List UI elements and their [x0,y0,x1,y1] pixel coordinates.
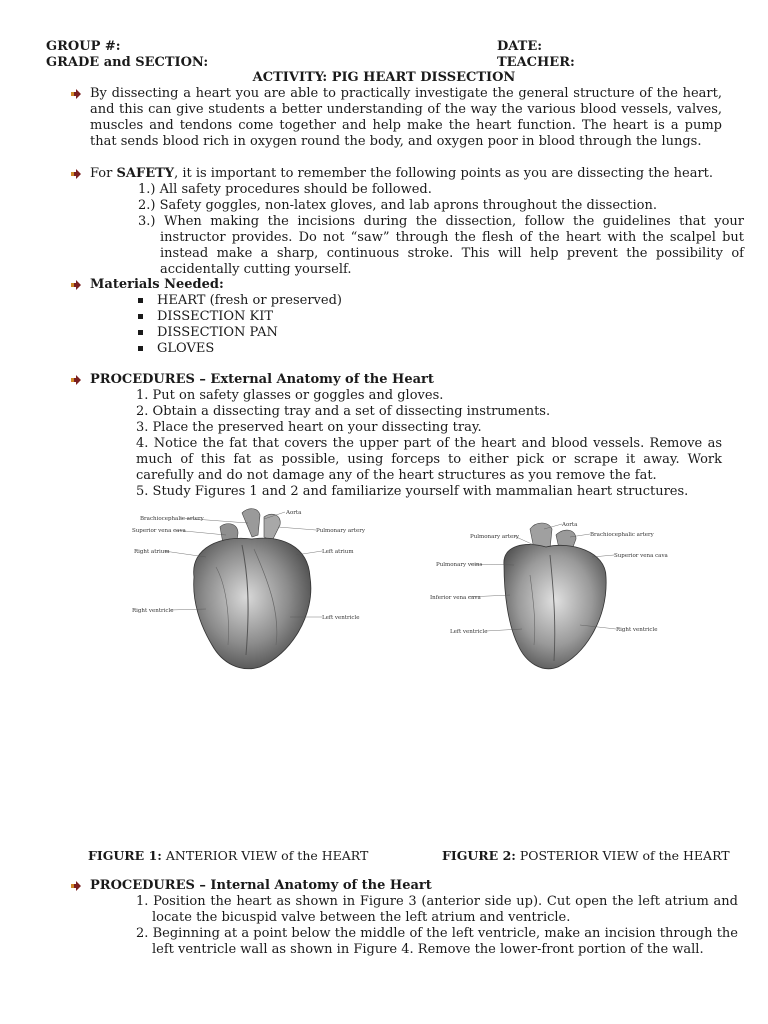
safety-intro [90,166,722,182]
fig2-label: Inferior vena cava [430,595,481,601]
fig2-label: Right ventricle [616,627,658,633]
figure1-caption [88,848,368,863]
material-item-text: GLOVES [157,341,215,356]
material-item-text: DISSECTION PAN [157,325,278,340]
safety-item-1: 1.) All safety procedures should be followed. [138,182,432,197]
fig1-label: Left atrium [322,549,354,555]
material-item [138,309,273,325]
safety-item-2: 2.) Safety goggles, non-latex gloves, and lab aprons throughout the dissection. [138,198,658,213]
fig1-label: Right atrium [134,549,170,555]
activity-title: ACTIVITY: PIG HEART DISSECTION [252,70,516,85]
external-step-4: 4. Notice the fat that covers the upper part of the heart and blood vessels. Remove as much of this fat as possible, using forceps to either pick or scrape it away. Work carefully and do not damage any of the heart structures as you remove the fat. [136,436,722,483]
intro-paragraph: By dissecting a heart you are able to practically investigate the general structure of the heart, and this can give students a better understanding of the way the various blood vessels, valves, muscles and tendons come together and help make the heart function. The heart is a pump that sends blood rich in oxygen round the body, and oxygen poor in blood through the lungs. [90,86,722,149]
external-step-5: 5. Study Figures 1 and 2 and familiarize yourself with mammalian heart structures. [136,484,689,499]
materials-heading: Materials Needed: [90,277,224,292]
fig2-label: Superior vena cava [614,553,668,559]
figure2-caption [442,848,730,863]
fig2-label: Aorta [562,522,578,528]
external-procedures-heading: PROCEDURES – External Anatomy of the Heart [90,372,434,387]
figure2-caption-text: POSTERIOR VIEW of the HEART [515,848,730,863]
group-field-label: GROUP #: [46,39,121,54]
arrow-bullet-icon [70,880,82,892]
material-item [138,325,278,341]
arrow-bullet-icon [70,168,82,180]
safety-prefix: For [90,166,117,181]
teacher-field-label: TEACHER: [497,55,575,70]
internal-procedures-heading: PROCEDURES – Internal Anatomy of the Heart [90,878,432,893]
figure1-caption-text: ANTERIOR VIEW of the HEART [161,848,369,863]
fig1-label: Brachiocephalic artery [140,516,204,522]
fig1-label: Pulmonary artery [316,528,365,534]
posterior-heart-figure [430,515,670,675]
internal-step-2: 2. Beginning at a point below the middle of the left ventricle, make an incision through the left ventricle wall as shown in Figure 4. Remove the lower-front portion of the wall. [136,926,738,957]
fig1-label: Left ventricle [322,615,360,621]
anterior-heart-figure [130,505,370,675]
arrow-bullet-icon [70,374,82,386]
material-item-text: DISSECTION KIT [157,309,274,324]
external-step-3: 3. Place the preserved heart on your dissecting tray. [136,420,482,435]
material-item [138,293,342,309]
fig2-label: Left ventricle [450,629,488,635]
safety-keyword: SAFETY [116,166,175,181]
arrow-bullet-icon [70,279,82,291]
fig2-label: Pulmonary veins [436,562,483,568]
fig2-label: Brachiocephalic artery [590,532,654,538]
internal-step-1: 1. Position the heart as shown in Figure 3 (anterior side up). Cut open the left atrium and locate the bicuspid valve between the left atrium and ventricle. [136,894,738,925]
fig2-label: Pulmonary artery [470,534,519,540]
external-step-1: 1. Put on safety glasses or goggles and gloves. [136,388,444,403]
figure2-caption-label: FIGURE 2: [442,848,516,863]
date-field-label: DATE: [497,39,543,54]
figure1-caption-label: FIGURE 1: [88,848,162,863]
fig1-label: Superior vena cava [132,528,186,534]
arrow-bullet-icon [70,88,82,100]
grade-section-field-label: GRADE and SECTION: [46,55,209,70]
safety-suffix: , it is important to remember the following points as you are dissecting the heart. [174,166,714,181]
safety-item-3: 3.) When making the incisions during the dissection, follow the guidelines that your instructor provides. Do not “saw” through the flesh of the heart with the scalpel but instead make a sharp, continuous stroke. This will help prevent the possibility of accidentally cutting yourself. [138,214,744,277]
fig1-label: Aorta [286,510,302,516]
fig1-label: Right ventricle [132,608,174,614]
material-item [138,341,214,357]
external-step-2: 2. Obtain a dissecting tray and a set of dissecting instruments. [136,404,551,419]
material-item-text: HEART (fresh or preserved) [157,293,342,308]
